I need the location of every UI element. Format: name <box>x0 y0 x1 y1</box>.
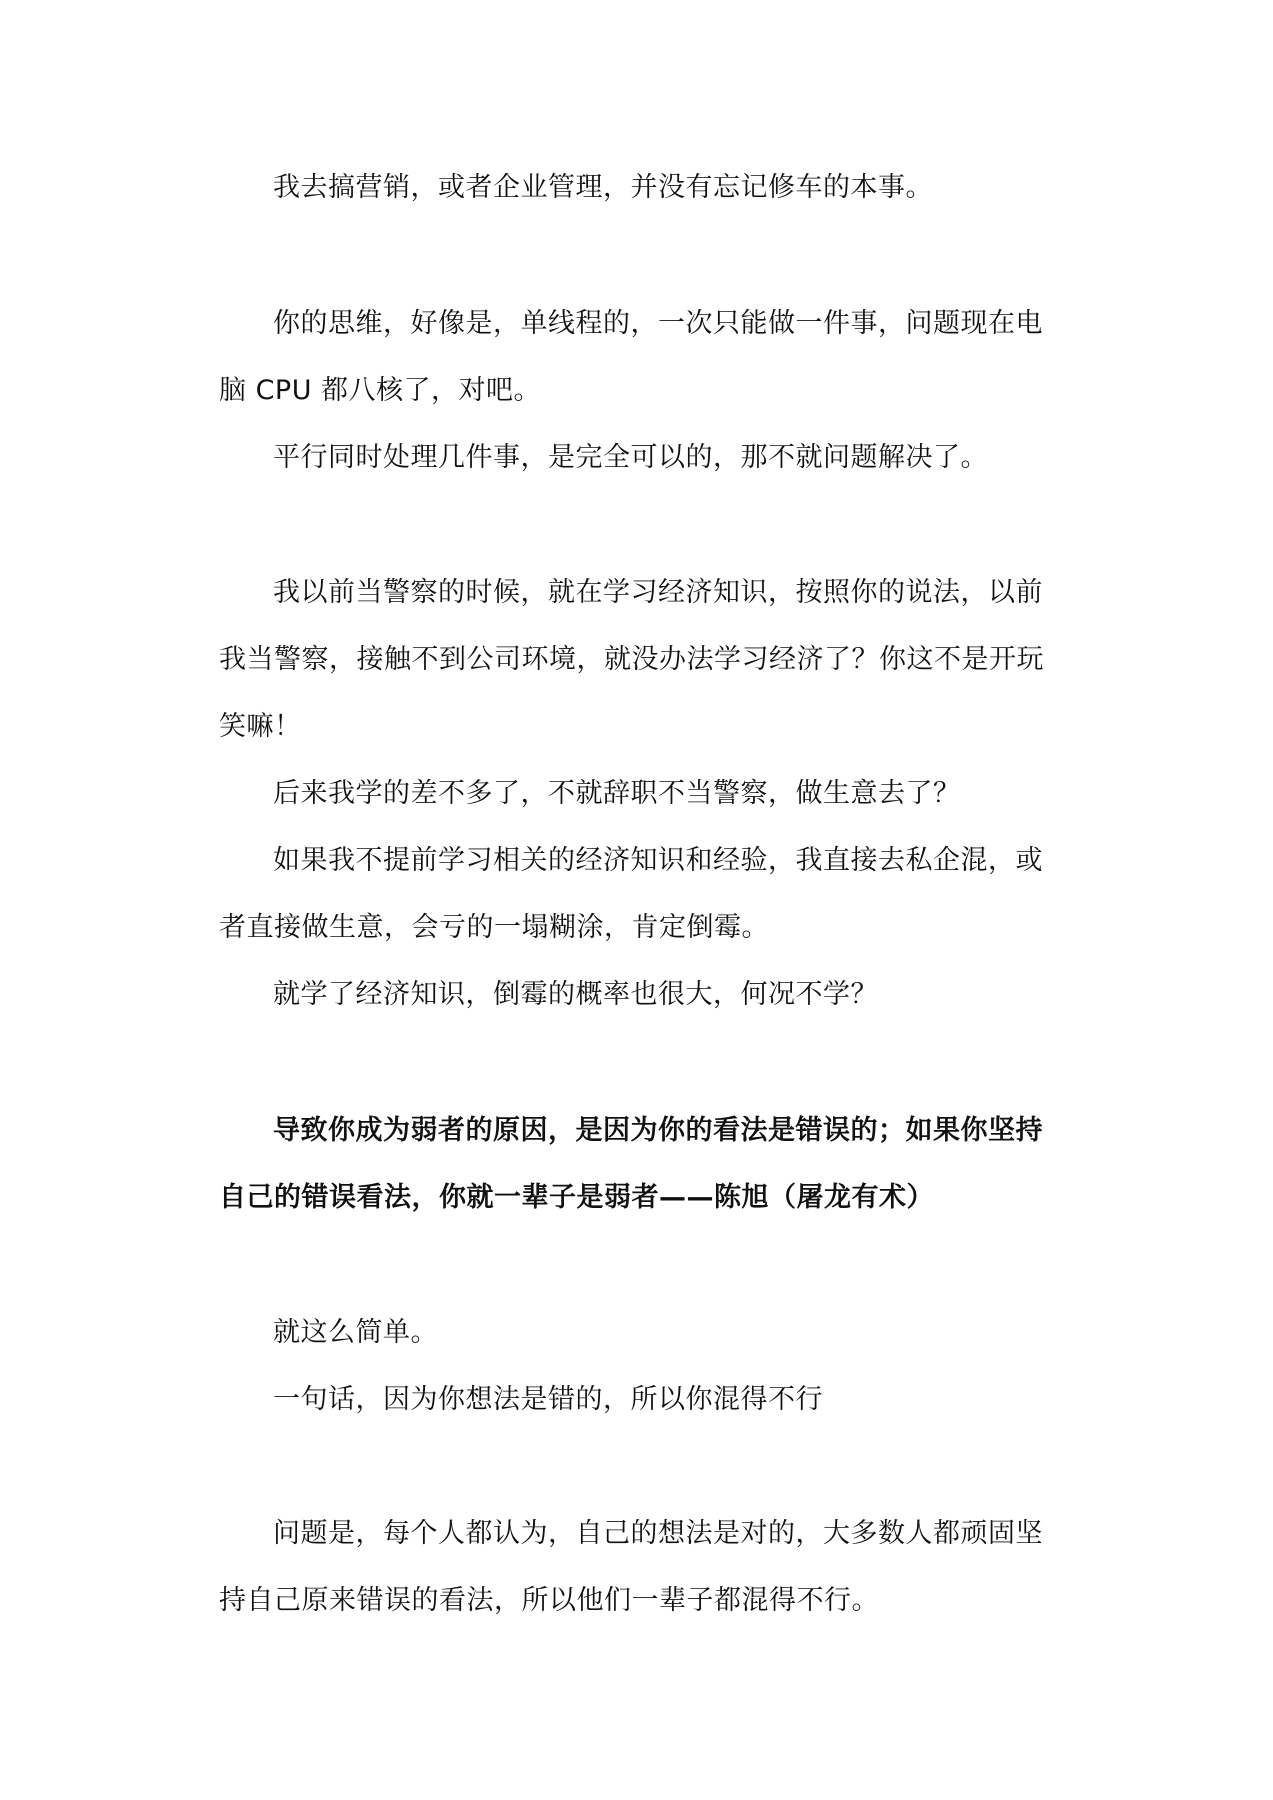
paragraph-parallel: 平行同时处理几件事，是完全可以的，那不就问题解决了。 <box>273 442 988 473</box>
paragraph-repair-skill: 我去搞营销，或者企业管理，并没有忘记修车的本事。 <box>273 172 933 203</box>
paragraph-prepare: 如果我不提前学习相关的经济知识和经验，我直接去私企混，或者直接做生意，会亏的一塌糊涂，肯定倒霉。 <box>219 845 1043 943</box>
paragraph-one-sentence: 一句话，因为你想法是错的，所以你混得不行 <box>273 1384 823 1415</box>
paragraph-quote-bold: 导致你成为弱者的原因，是因为你的看法是错误的；如果你坚持自己的错误看法，你就一辈子是弱者——陈旭（屠龙有术） <box>219 1115 1043 1213</box>
paragraph-stubborn: 问题是，每个人都认为，自己的想法是对的，大多数人都顽固坚持自己原来错误的看法，所以他们一辈子都混得不行。 <box>219 1518 1043 1616</box>
paragraph-police-economics: 我以前当警察的时候，就在学习经济知识，按照你的说法，以前我当警察，接触不到公司环境，就没办法学习经济了？你这不是开玩笑嘛！ <box>219 577 1044 742</box>
paragraph-resign: 后来我学的差不多了，不就辞职不当警察，做生意去了？ <box>273 778 961 809</box>
paragraph-simple: 就这么简单。 <box>273 1317 438 1348</box>
paragraph-single-thread: 你的思维，好像是，单线程的，一次只能做一件事，问题现在电脑 CPU 都八核了，对吧。 <box>219 308 1043 406</box>
paragraph-probability: 就学了经济知识，倒霉的概率也很大，何况不学？ <box>273 979 878 1010</box>
